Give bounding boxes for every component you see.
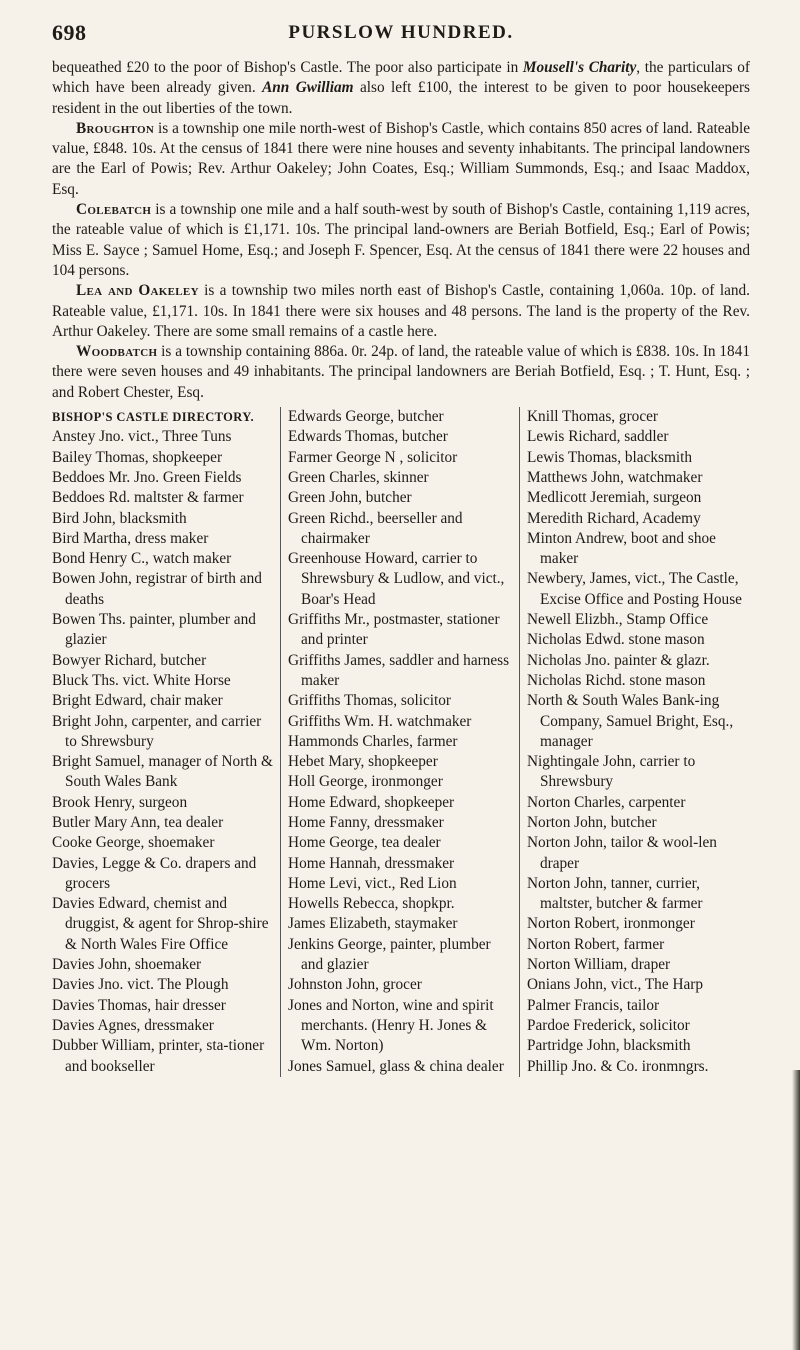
directory-entry: Cooke George, shoemaker bbox=[52, 834, 215, 852]
directory-entry: Palmer Francis, tailor bbox=[527, 996, 660, 1014]
directory-entry: Phillip Jno. & Co. ironmngrs. bbox=[527, 1057, 709, 1075]
directory-entry: Norton Charles, carpenter bbox=[527, 793, 686, 811]
directory-entry: Davies Edward, chemist and druggist, & agent for Shrop-shire & North Wales Fire Office bbox=[52, 895, 269, 953]
directory-entry: Davies Thomas, hair dresser bbox=[52, 996, 226, 1014]
directory-entry: Nightingale John, carrier to Shrewsbury bbox=[527, 753, 696, 791]
page-edge-shadow bbox=[792, 1070, 800, 1350]
book-page bbox=[52, 18, 750, 1077]
paragraph-bequest bbox=[52, 58, 750, 119]
directory-entry: Home Fanny, dressmaker bbox=[288, 813, 444, 831]
directory-column-2 bbox=[280, 407, 519, 1077]
directory-entry: Pardoe Frederick, solicitor bbox=[527, 1016, 690, 1034]
entry-list bbox=[527, 407, 750, 1077]
text-run: , the particulars of which have been already given. bbox=[52, 59, 750, 97]
paragraph-woodbatch bbox=[52, 342, 750, 403]
directory-entry: Medlicott Jeremiah, surgeon bbox=[527, 489, 702, 507]
text-run: is a township two miles north east of Bishop's Castle, containing 1,060a. 10p. of land. Rateable value, £1,171. 10s. In 1841 there were six houses and 48 persons. The land is the property of the Rev. Arthur Oakeley. There are some small remains of a castle here. bbox=[52, 282, 750, 340]
directory-entry: Partridge John, blacksmith bbox=[527, 1037, 691, 1055]
directory-entry: Norton John, tanner, currier, maltster, butcher & farmer bbox=[527, 874, 703, 913]
directory-entry: Onians John, vict., The Harp bbox=[527, 976, 704, 994]
directory-entry: Bluck Ths. vict. White Horse bbox=[52, 671, 231, 689]
directory-entry: Bright Samuel, manager of North & South Wales Bank bbox=[52, 753, 273, 791]
intro-text bbox=[52, 58, 750, 403]
directory-entry: Bowen John, registrar of birth and deaths bbox=[52, 570, 262, 608]
directory-entry: Beddoes Mr. Jno. Green Fields bbox=[52, 468, 242, 486]
running-title: PURSLOW HUNDRED. bbox=[288, 22, 514, 43]
directory-entry: Farmer George N , solicitor bbox=[288, 448, 458, 466]
directory-entry: Bailey Thomas, shopkeeper bbox=[52, 448, 223, 466]
directory-entry: Bird John, blacksmith bbox=[52, 509, 187, 527]
township-name: Woodbatch bbox=[76, 343, 158, 361]
directory-entry: Hebet Mary, shopkeeper bbox=[288, 753, 438, 771]
directory-entry: Green John, butcher bbox=[288, 489, 412, 507]
directory-entry: Butler Mary Ann, tea dealer bbox=[52, 813, 224, 831]
directory-entry: Anstey Jno. vict., Three Tuns bbox=[52, 428, 232, 446]
directory-entry: Bird Martha, dress maker bbox=[52, 529, 209, 547]
directory-entry: Home George, tea dealer bbox=[288, 834, 441, 852]
directory-entry: Bright Edward, chair maker bbox=[52, 692, 223, 710]
directory-entry: Davies John, shoemaker bbox=[52, 956, 202, 974]
directory-entry: Norton William, draper bbox=[527, 956, 671, 974]
directory-entry: North & South Wales Bank-ing Company, Samuel Bright, Esq., manager bbox=[527, 692, 734, 750]
italic-run: Ann Gwilliam bbox=[262, 79, 354, 97]
paragraph-broughton bbox=[52, 119, 750, 200]
directory-entry: Norton Robert, farmer bbox=[527, 935, 665, 953]
directory-entry: Howells Rebecca, shopkpr. bbox=[288, 895, 455, 913]
directory-entry: Norton John, tailor & wool-len draper bbox=[527, 834, 717, 872]
township-name: Lea and Oakeley bbox=[76, 282, 199, 300]
township-name: Colebatch bbox=[76, 201, 152, 219]
directory-entry: Norton John, butcher bbox=[527, 813, 657, 831]
directory-entry: Matthews John, watchmaker bbox=[527, 468, 703, 486]
directory-entry: Nicholas Edwd. stone mason bbox=[527, 631, 705, 649]
directory-entry: Dubber William, printer, sta-tioner and bookseller bbox=[52, 1037, 265, 1075]
directory-entry: James Elizabeth, staymaker bbox=[288, 915, 458, 933]
italic-run: Mousell's Charity bbox=[522, 59, 637, 76]
directory-entry: Jenkins George, painter, plumber and glazier bbox=[288, 935, 491, 974]
directory-entry: Green Richd., beerseller and chairmaker bbox=[288, 509, 463, 547]
directory-entry: Home Hannah, dressmaker bbox=[288, 854, 455, 872]
directory-entry: Bright John, carpenter, and carrier to Shrewsbury bbox=[52, 712, 262, 750]
directory-entry: Greenhouse Howard, carrier to Shrewsbury & Ludlow, and vict., Boar's Head bbox=[288, 550, 505, 608]
directory-entry: Griffiths Mr., postmaster, stationer and printer bbox=[288, 611, 500, 649]
page-header bbox=[52, 18, 750, 58]
directory-entry: Nicholas Richd. stone mason bbox=[527, 671, 706, 689]
directory-entry: Hammonds Charles, farmer bbox=[288, 732, 458, 750]
directory-entry: Newbery, James, vict., The Castle, Excise Office and Posting House bbox=[527, 570, 742, 608]
text-run: bequeathed £20 to the poor of Bishop's Castle. The poor also participate in bbox=[52, 59, 523, 76]
directory-entry: Home Edward, shopkeeper bbox=[288, 793, 455, 811]
entry-list bbox=[288, 407, 513, 1077]
directory-entry: Griffiths James, saddler and harness maker bbox=[288, 651, 510, 689]
paragraph-colebatch bbox=[52, 200, 750, 281]
directory-entry: Edwards George, butcher bbox=[288, 408, 444, 426]
directory-entry: Minton Andrew, boot and shoe maker bbox=[527, 529, 716, 568]
text-run: is a township containing 886a. 0r. 24p. of land, the rateable value of which is £838. 10s. In 1841 there were seven houses and 49 inhabitants. The principal landowners are Beriah Botfield, Esq. ; T. Hunt, Esq. ; and Robert Chester, Esq. bbox=[52, 343, 751, 401]
text-run: is a township one mile north-west of Bishop's Castle, which contains 850 acres of land. Rateable value, £848. 10s. At the census of 1841 there were nine houses and seventy inhabitants. The principal landowners are the Earl of Powis; Rev. Arthur Oakeley; John Coates, Esq.; William Summonds, Esq.; and Isaac Maddox, Esq. bbox=[52, 119, 750, 198]
directory-entry: Davies Jno. vict. The Plough bbox=[52, 976, 229, 994]
directory-entry: Griffiths Wm. H. watchmaker bbox=[288, 712, 472, 730]
directory bbox=[52, 407, 750, 1077]
directory-entry: Lewis Thomas, blacksmith bbox=[527, 448, 692, 466]
directory-entry: Newell Elizbh., Stamp Office bbox=[527, 611, 709, 629]
directory-entry: Davies, Legge & Co. drapers and grocers bbox=[52, 854, 257, 892]
directory-heading: BISHOP'S CASTLE DIRECTORY. bbox=[52, 410, 255, 425]
directory-entry: Holl George, ironmonger bbox=[288, 773, 443, 791]
text-run: is a township one mile and a half south-west by south of Bishop's Castle, containing 1,119 acres, the rateable value of which is £1,171. 10s. The principal land-owners are Beriah Botfield, Esq.; Earl of Powis; Miss E. Sayce ; Samuel Home, Esq.; and Joseph F. Spencer, Esq. At the census of 1841 there were 22 houses and 104 persons. bbox=[52, 201, 750, 279]
directory-column-3 bbox=[519, 407, 750, 1077]
paragraph-lea-oakeley bbox=[52, 281, 750, 342]
entry-list bbox=[52, 427, 274, 1077]
directory-entry: Davies Agnes, dressmaker bbox=[52, 1016, 214, 1034]
directory-entry: Edwards Thomas, butcher bbox=[288, 428, 448, 446]
directory-entry: Bowen Ths. painter, plumber and glazier bbox=[52, 611, 256, 649]
directory-entry: Knill Thomas, grocer bbox=[527, 408, 658, 426]
directory-entry: Jones Samuel, glass & china dealer bbox=[288, 1057, 504, 1075]
township-name: Broughton bbox=[76, 119, 155, 137]
directory-entry: Home Levi, vict., Red Lion bbox=[288, 874, 457, 892]
directory-entry: Brook Henry, surgeon bbox=[52, 793, 188, 811]
directory-entry: Bowyer Richard, butcher bbox=[52, 651, 207, 669]
directory-entry: Meredith Richard, Academy bbox=[527, 509, 701, 527]
directory-entry: Norton Robert, ironmonger bbox=[527, 915, 695, 933]
directory-entry: Griffiths Thomas, solicitor bbox=[288, 692, 452, 710]
page-number: 698 bbox=[52, 20, 87, 45]
directory-entry: Bond Henry C., watch maker bbox=[52, 550, 232, 568]
directory-entry: Lewis Richard, saddler bbox=[527, 428, 669, 446]
directory-entry: Nicholas Jno. painter & glazr. bbox=[527, 651, 710, 669]
directory-entry: Beddoes Rd. maltster & farmer bbox=[52, 489, 244, 507]
directory-entry: Johnston John, grocer bbox=[288, 976, 422, 994]
directory-column-1 bbox=[52, 407, 280, 1077]
directory-entry: Green Charles, skinner bbox=[288, 468, 429, 486]
directory-entry: Jones and Norton, wine and spirit merchants. (Henry H. Jones & Wm. Norton) bbox=[288, 996, 494, 1055]
text-run: also left £100, the interest to be given to poor housekeepers resident in the out liberties of the town. bbox=[52, 79, 751, 117]
